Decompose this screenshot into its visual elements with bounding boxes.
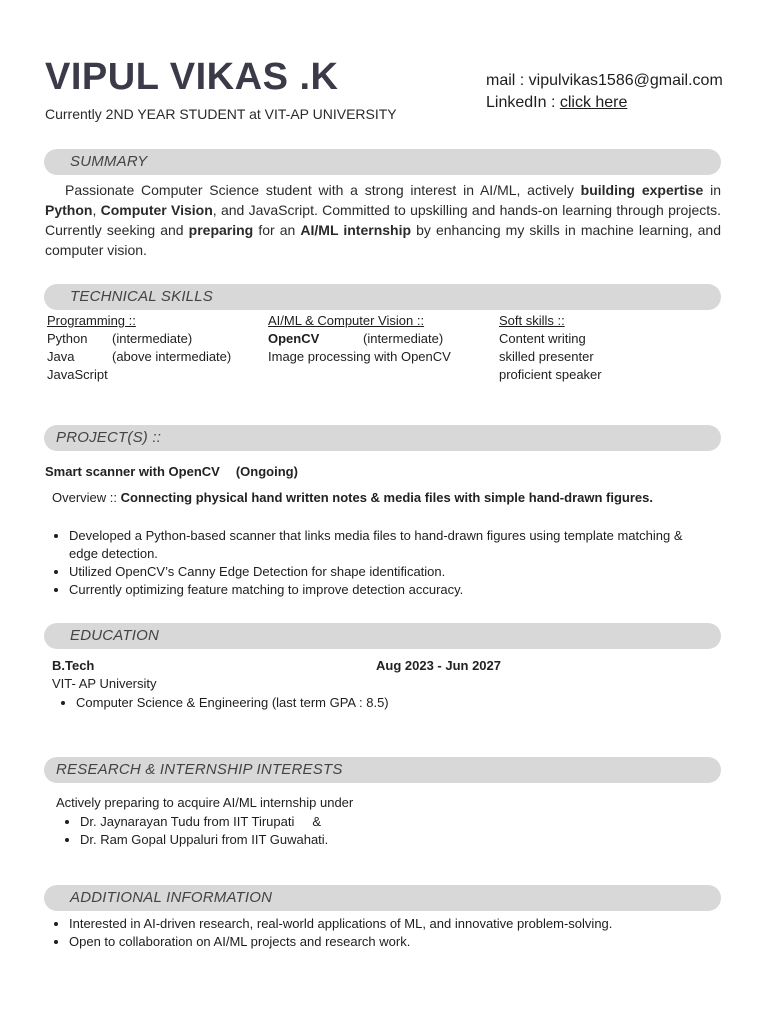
section-title-additional: ADDITIONAL INFORMATION <box>70 889 273 906</box>
skills-programming <box>47 312 257 384</box>
skills-programming-head: Programming :: <box>47 313 136 328</box>
section-title-skills: TECHNICAL SKILLS <box>70 288 213 305</box>
linkedin-link[interactable]: click here <box>559 94 628 111</box>
mail-value[interactable]: vipulvikas1586@gmail.com <box>528 72 723 89</box>
linkedin-label: LinkedIn : <box>486 94 560 111</box>
mail-row <box>486 70 723 92</box>
skill-row: Python (intermediate) <box>47 331 193 346</box>
project-status: (Ongoing) <box>235 464 298 479</box>
additional-bullets <box>45 915 725 951</box>
list-item: • Dr. Ram Gopal Uppaluri from IIT Guwahati. <box>80 831 656 849</box>
section-title-research: RESEARCH & INTERNSHIP INTERESTS <box>56 761 343 778</box>
section-bar-education <box>44 623 721 649</box>
skills-soft <box>499 312 699 384</box>
section-bar-summary <box>44 149 721 175</box>
list-item: • Dr. Jaynarayan Tudu from IIT Tirupati & <box>80 813 656 831</box>
skill-row: proficient speaker <box>499 367 602 382</box>
project-overview: Overview :: Connecting physical hand written notes & media files with simple hand-drawn figures. <box>52 490 653 505</box>
education-dates: Aug 2023 - Jun 2027 <box>376 658 501 673</box>
contact-block <box>486 70 723 114</box>
tagline: Currently 2ND YEAR STUDENT at VIT-AP UNIVERSITY <box>45 106 397 122</box>
skill-row: skilled presenter <box>499 349 594 364</box>
section-title-education: EDUCATION <box>70 627 160 644</box>
list-item: • Open to collaboration on AI/ML projects and research work. <box>69 933 725 951</box>
education-degree: B.Tech <box>52 658 95 673</box>
section-title-projects: PROJECT(S) :: <box>56 429 162 446</box>
research-bullets <box>56 813 656 849</box>
linkedin-row <box>486 92 723 114</box>
skill-row: OpenCV (intermediate) <box>268 331 444 346</box>
mail-label: mail : <box>486 72 529 89</box>
list-item: • Currently optimizing feature matching to improve detection accuracy. <box>69 581 685 599</box>
research-intro: Actively preparing to acquire AI/ML internship under <box>56 795 354 810</box>
list-item: • Utilized OpenCV’s Canny Edge Detection for shape identification. <box>69 563 685 581</box>
section-bar-projects <box>44 425 721 451</box>
summary-paragraph: Passionate Computer Science student with a strong interest in AI/ML, actively building expertise in Python, Computer Vision, and JavaScript. Committed to upskilling and hands-on learning through projects. Currently seeking and preparing for an AI/ML internship by enhancing my skills in machine learning, and computer vision. <box>45 182 722 258</box>
section-bar-additional <box>44 885 721 911</box>
skill-row: JavaScript <box>47 367 108 382</box>
list-item: • Computer Science & Engineering (last term GPA : 8.5) <box>76 694 652 712</box>
skill-row: Image processing with OpenCV <box>268 349 451 364</box>
skills-aiml <box>268 312 488 366</box>
skills-soft-head: Soft skills :: <box>499 313 565 328</box>
resume-name: VIPUL VIKAS .K <box>45 56 339 98</box>
skill-row: Java (above intermediate) <box>47 349 232 364</box>
skills-aiml-head: AI/ML & Computer Vision :: <box>268 313 425 328</box>
list-item: • Interested in AI-driven research, real-world applications of ML, and innovative problem-solving. <box>69 915 725 933</box>
project-title: Smart scanner with OpenCV (Ongoing) <box>45 464 298 479</box>
section-bar-research <box>44 757 721 783</box>
section-title-summary: SUMMARY <box>70 153 148 170</box>
project-bullets <box>45 527 685 599</box>
education-university: VIT- AP University <box>52 676 157 691</box>
skill-row: Content writing <box>499 331 586 346</box>
section-bar-skills <box>44 284 721 310</box>
education-bullets <box>52 694 652 712</box>
list-item: • Developed a Python-based scanner that links media files to hand-drawn figures using template matching & edge detection. <box>69 527 685 563</box>
